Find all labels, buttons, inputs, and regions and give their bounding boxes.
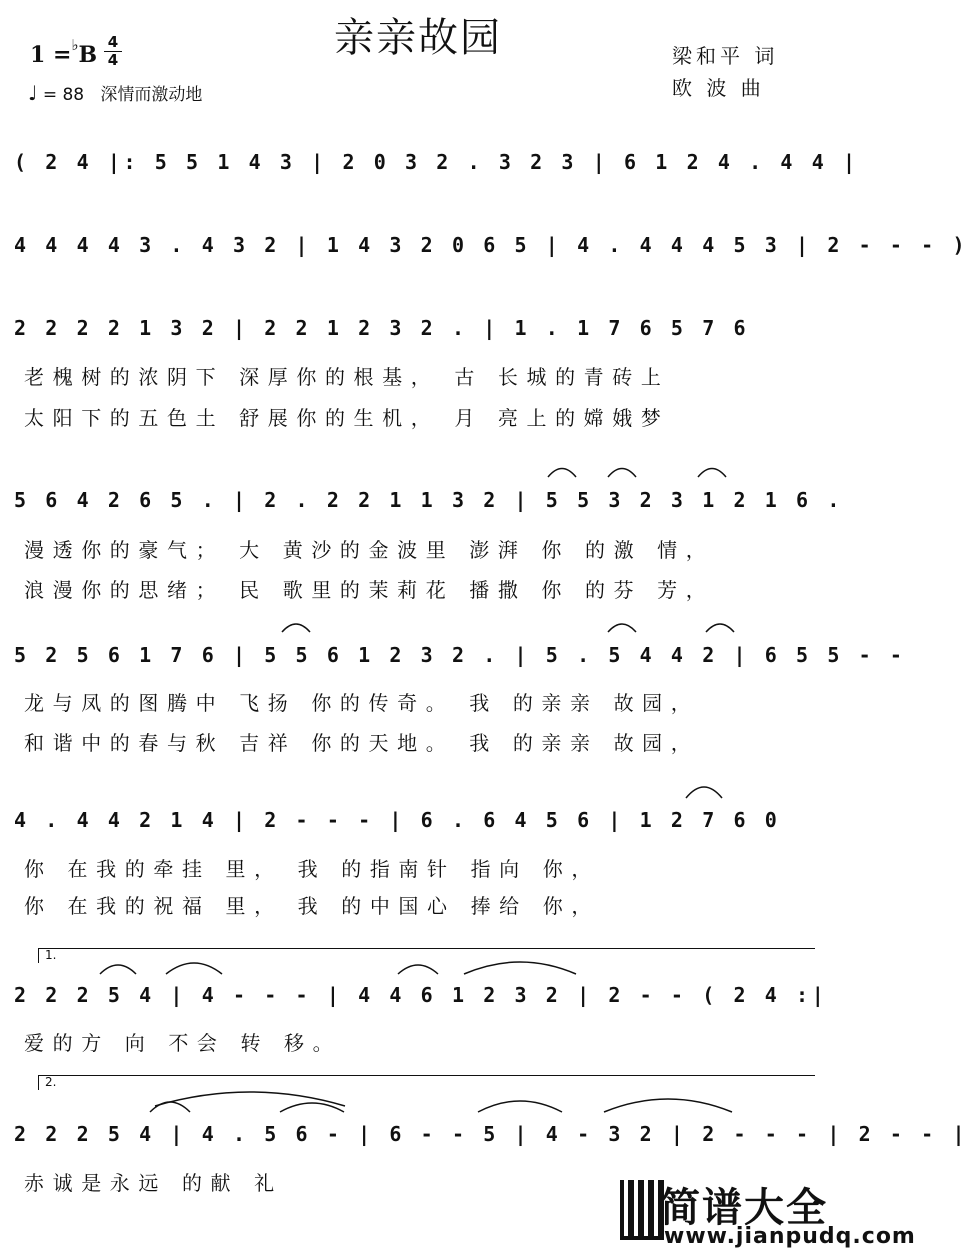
lyric-line-4-verse-1: 漫透你的豪气； 大 黄沙的金波里 澎湃 你 的激 情， xyxy=(24,538,715,562)
lyric-line-8: 赤诚是永远 的献 礼 xyxy=(24,1171,283,1195)
slur xyxy=(608,624,636,632)
tempo-value: = 88 xyxy=(42,85,85,105)
key-signature xyxy=(30,36,97,68)
notation-line-1: ( 2 4 |: 5 5 1 4 3 | 2 0 3 2 . 3 2 3 | 6 1 2 4 . 4 4 | xyxy=(14,150,859,174)
lyric-line-4-verse-2: 浪漫你的思绪； 民 歌里的茉莉花 播撒 你 的芬 芳， xyxy=(24,578,715,602)
slur xyxy=(686,787,722,798)
lyric-line-6-verse-2: 你 在我的祝福 里， 我 的中国心 捧给 你， xyxy=(24,894,600,918)
slur xyxy=(166,963,222,974)
lyric-line-6-verse-1: 你 在我的牵挂 里， 我 的指南针 指向 你， xyxy=(24,857,600,881)
watermark-url: www.jianpudq.com xyxy=(664,1224,916,1249)
notation-line-3: 2 2 2 2 1 3 2 | 2 2 1 2 3 2 . | 1 . 1 7 6 5 7 6 xyxy=(14,316,750,340)
key-note: B xyxy=(78,42,98,68)
slur xyxy=(548,469,576,478)
slur xyxy=(398,965,438,974)
notation-line-5: 5 2 5 6 1 7 6 | 5 5 6 1 2 3 2 . | 5 . 5 4 4 2 | 6 5 5 - - xyxy=(14,643,906,667)
time-signature xyxy=(104,34,122,69)
quarter-note-icon: ♩ xyxy=(28,81,38,105)
slur xyxy=(100,965,136,974)
first-ending-bracket: 1. xyxy=(38,948,815,963)
slur xyxy=(282,624,310,632)
slur xyxy=(150,1102,190,1112)
lyric-line-3-verse-2: 太阳下的五色土 舒展你的生机， 月 亮上的嫦娥梦 xyxy=(24,406,670,430)
time-signature-bottom: 4 xyxy=(104,51,122,69)
lyric-line-5-verse-1: 龙与凤的图腾中 飞扬 你的传奇。 我 的亲亲 故园， xyxy=(24,691,700,715)
composer-credit: 欧 波 曲 xyxy=(672,76,765,100)
watermark-name: 简谱大全 xyxy=(660,1185,828,1231)
time-signature-top: 4 xyxy=(107,33,119,51)
slur xyxy=(608,469,636,478)
notation-line-7: 2 2 2 5 4 | 4 - - - | 4 4 6 1 2 3 2 | 2 - - ( 2 4 :| xyxy=(14,983,828,1007)
slur xyxy=(706,624,734,632)
tempo-marking xyxy=(28,80,202,105)
slur xyxy=(155,1092,345,1106)
lyricist-credit: 梁和平 词 xyxy=(672,44,779,68)
song-title: 亲亲故园 xyxy=(334,15,502,61)
notation-line-6: 4 . 4 4 2 1 4 | 2 - - - | 6 . 6 4 5 6 | 1 2 7 6 0 xyxy=(14,808,781,832)
lyric-line-5-verse-2: 和谐中的春与秋 吉祥 你的天地。 我 的亲亲 故园， xyxy=(24,731,700,755)
slur xyxy=(464,962,576,974)
slur xyxy=(698,469,726,478)
second-ending-bracket: 2. xyxy=(38,1075,815,1090)
notation-line-8: 2 2 2 5 4 | 4 . 5 6 - | 6 - - 5 | 4 - 3 2 | 2 - - - | 2 - - | xyxy=(14,1122,968,1146)
slur xyxy=(280,1103,344,1112)
slur xyxy=(478,1101,562,1112)
slur xyxy=(604,1099,732,1112)
expression-marking: 深情而激动地 xyxy=(100,85,203,105)
lyric-line-3-verse-1: 老槐树的浓阴下 深厚你的根基， 古 长城的青砖上 xyxy=(24,365,670,389)
key-label: 1 = xyxy=(30,42,72,68)
notation-line-4: 5 6 4 2 6 5 . | 2 . 2 2 1 1 3 2 | 5 5 3 2 3 1 2 1 6 . xyxy=(14,488,843,512)
lyric-line-7: 爱的方 向 不会 转 移。 xyxy=(24,1031,342,1055)
notation-line-2: 4 4 4 4 3 . 4 3 2 | 1 4 3 2 0 6 5 | 4 . 4 4 4 5 3 | 2 - - - ) xyxy=(14,233,968,257)
flat-sign: ♭ xyxy=(71,36,79,54)
